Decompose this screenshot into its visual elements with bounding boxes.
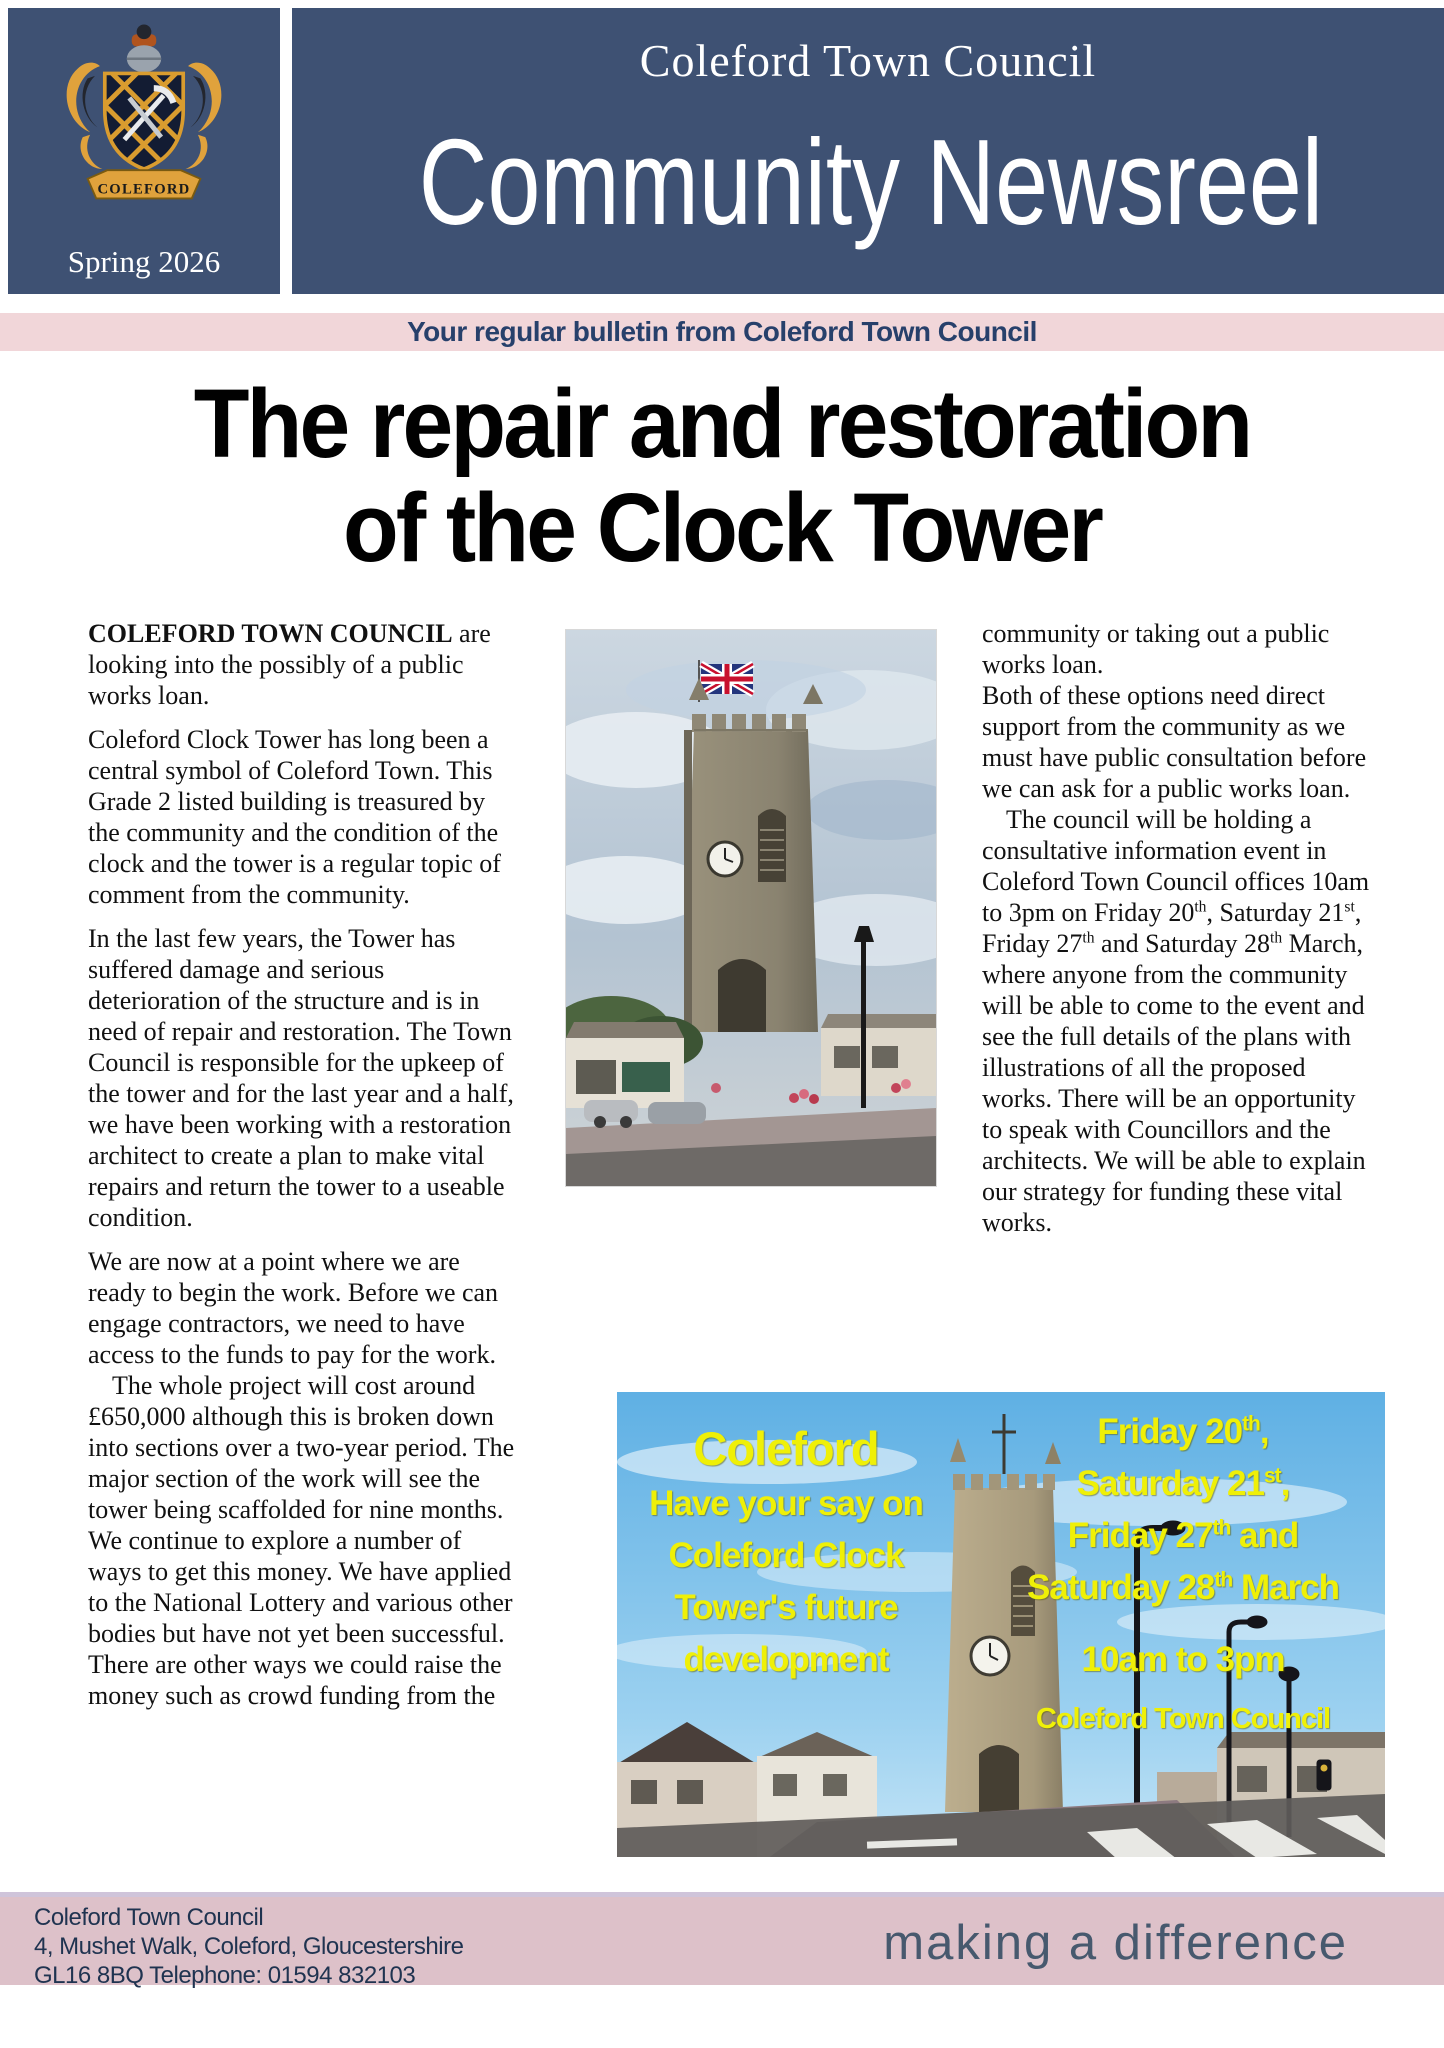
paragraph: The council will be holding a consultative information event in Coleford Town Council offices 10am to 3pm on Friday 20th, Saturday 21st, Friday 27th and Saturday 28th March, where anyone from the community will be able to come to the event and see the full details of the plans with illustrations of all the proposed works. There will be an opportunity to speak with Councillors and the architects. We will be able to explain our strategy for funding these vital works. [982, 805, 1370, 1237]
council-address [34, 1903, 463, 1990]
article-left-column [88, 618, 520, 1711]
headline-line-2: of the Clock Tower [342, 473, 1102, 582]
poster-left-caption [633, 1420, 939, 1686]
masthead-org-title: Coleford Town Council [639, 35, 1097, 86]
newsletter-title: Community Newsreel [418, 114, 1323, 250]
poster-caption-line: Coleford Clock [668, 1536, 904, 1575]
issue-date: Spring 2026 [67, 244, 221, 279]
photo-clock-tower [684, 678, 823, 1032]
poster-date-line: Friday 27th and [1067, 1516, 1299, 1555]
paragraph: Both of these options need direct support from the community as we must have public consultation before we can ask for a public works loan. [982, 681, 1367, 803]
paragraph-lead: COLEFORD TOWN COUNCIL [88, 619, 453, 648]
paragraph: community or taking out a public works loan. [982, 619, 1330, 679]
address-line: 4, Mushet Walk, Coleford, Gloucestershire [34, 1933, 464, 1960]
article-headline [0, 369, 1444, 582]
poster-caption-line: Have your say on [649, 1484, 923, 1523]
clock-face-icon [708, 842, 742, 876]
clock-tower-photo [565, 629, 937, 1187]
poster-date-line: Saturday 28th March [1026, 1568, 1340, 1607]
council-slogan: making a difference [883, 1916, 1348, 1970]
bulletin-banner-text: Your regular bulletin from Coleford Town Council [407, 316, 1037, 347]
consultation-poster [617, 1392, 1385, 1857]
crest-ribbon [88, 170, 201, 198]
article-right-column [982, 618, 1378, 1238]
poster-event-details [989, 1406, 1377, 1736]
paragraph: The whole project will cost around £650,000 although this is broken down into sections over a two-year period. The major section of the work will see the tower being scaffolded for nine months. We continue to explore a number of ways to get this money. We have applied to the National Lottery and various other bodies but have not yet been successful. There are other ways we could raise the money such as crowd funding from the [88, 1371, 515, 1710]
masthead-logo-block [8, 8, 280, 294]
address-line: Coleford Town Council [34, 1904, 264, 1931]
poster-event-time: 10am to 3pm [1081, 1640, 1285, 1679]
coleford-crest-icon [58, 22, 230, 218]
crest-helm [127, 24, 161, 72]
crest-motto: COLEFORD [97, 181, 191, 198]
paragraph: We are now at a point where we are ready to begin the work. Before we can engage contractors, we need to have access to the funds to pay for the work. [88, 1247, 499, 1369]
bulletin-banner [0, 313, 1444, 351]
poster-date-line: Saturday 21st, [1076, 1464, 1290, 1503]
address-line: GL16 8BQ Telephone: 01594 832103 [34, 1962, 416, 1989]
page-footer [0, 1892, 1444, 1989]
paragraph: In the last few years, the Tower has suffered damage and serious deterioration of the structure and is in need of repair and restoration. The Town Council is responsible for the upkeep of the tower and for the last year and a half, we have been working with a restoration architect to create a plan to make vital repairs and return the tower to a useable condition. [88, 924, 514, 1232]
poster-caption-line: development [683, 1640, 889, 1679]
paragraph: Coleford Clock Tower has long been a central symbol of Coleford Town. This Grade 2 listed building is treasured by the community and the condition of the clock and the tower is a regular topic of comment from the community. [88, 725, 501, 909]
poster-town-name: Coleford [693, 1422, 879, 1475]
poster-caption-line: Tower's future [674, 1588, 898, 1627]
poster-date-line: Friday 20th, [1097, 1412, 1269, 1451]
paragraph [88, 618, 520, 711]
masthead-title-block [292, 8, 1444, 294]
paragraph-text: are looking into the possibly of a public works loan. [88, 619, 491, 710]
headline-line-1: The repair and restoration [193, 369, 1251, 478]
poster-organiser: Coleford Town Council [1035, 1703, 1331, 1735]
